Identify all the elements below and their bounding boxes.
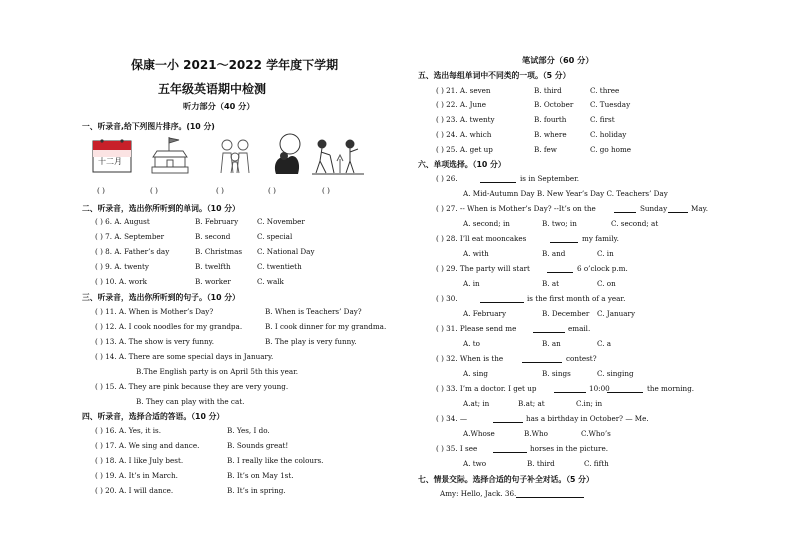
q32-option-c: C. singing [597, 369, 634, 378]
q33-option-b: B.at; at [518, 399, 545, 408]
q15-option-b: B. They can play with the cat. [136, 397, 245, 406]
q35-blank[interactable] [493, 452, 527, 453]
listening-heading: 听力部分（40 分） [183, 101, 255, 111]
q28-option-a: A. with [463, 249, 489, 258]
q34-option-c: C.Who’s [581, 429, 611, 438]
q23-option-b: B. fourth [534, 115, 567, 124]
calendar-label: 十二月 [98, 157, 122, 166]
q33-stem-mid: 10:00 [589, 384, 610, 393]
q10-option-a[interactable]: ( ) 10. A. work [95, 277, 147, 286]
dialogue-line-1: Amy: Hello, Jack. 36. [440, 489, 517, 498]
q25-option-a[interactable]: ( ) 25. A. get up [436, 145, 493, 154]
q36-blank[interactable] [516, 497, 584, 498]
q32-blank[interactable] [522, 362, 562, 363]
q24-option-c: C. holiday [590, 130, 627, 139]
moon-festival-picture [268, 132, 308, 176]
q21-option-b: B. third [534, 86, 562, 95]
picture-3-bracket[interactable]: ( ) [216, 186, 224, 195]
planting-trees-picture [310, 135, 366, 177]
school-title: 保康一小 2021～2022 学年度下学期 [131, 58, 339, 72]
q27-stem-mid: Sunday [640, 204, 668, 213]
q31-option-a: A. to [463, 339, 480, 348]
q8-option-b: B. Christmas [195, 247, 243, 256]
q27-stem-end: May. [691, 204, 709, 213]
q18-option-a[interactable]: ( ) 18. A. I like July best. [95, 456, 184, 465]
q14-option-b: B.The English party is on April 5th this year. [136, 367, 299, 376]
q17-option-a[interactable]: ( ) 17. A. We sing and dance. [95, 441, 200, 450]
q26-options: A. Mid-Autumn Day B. New Year’s Day C. Teachers’ Day [463, 189, 668, 198]
exam-title: 五年级英语期中检测 [158, 82, 267, 96]
q12-option-a[interactable]: ( ) 12. A. I cook noodles for my grandpa. [95, 322, 243, 331]
q25-option-b: B. few [534, 145, 557, 154]
q32-stem[interactable]: ( ) 32. When is the [436, 354, 504, 363]
q20-option-b: B. It’s in spring. [227, 486, 286, 495]
q23-option-a[interactable]: ( ) 23. A. twenty [436, 115, 495, 124]
q16-option-b: B. Yes, I do. [227, 426, 270, 435]
written-heading: 笔试部分（60 分） [522, 55, 594, 65]
q35-option-a: A. two [463, 459, 487, 468]
q27-blank-2[interactable] [668, 212, 688, 213]
q15-option-a[interactable]: ( ) 15. A. They are pink because they are very young. [95, 382, 289, 391]
q33-stem[interactable]: ( ) 33. I’m a doctor. I get up [436, 384, 537, 393]
q27-option-a: A. second; in [463, 219, 510, 228]
q31-stem[interactable]: ( ) 31. Please send me [436, 324, 517, 333]
calendar-picture [92, 138, 132, 173]
q28-stem-end: my family. [582, 234, 619, 243]
q26-blank[interactable] [480, 182, 516, 183]
q9-option-c: C. twentieth [257, 262, 302, 271]
q28-option-b: B. and [542, 249, 566, 258]
q13-option-b: B. The play is very funny. [265, 337, 357, 346]
q24-option-a[interactable]: ( ) 24. A. which [436, 130, 492, 139]
q28-stem[interactable]: ( ) 28. I’ll eat mooncakes [436, 234, 527, 243]
q31-option-b: B. an [542, 339, 561, 348]
q31-blank[interactable] [533, 332, 565, 333]
q24-option-b: B. where [534, 130, 567, 139]
q20-option-a[interactable]: ( ) 20. A. I will dance. [95, 486, 174, 495]
q30-blank[interactable] [480, 302, 524, 303]
q19-option-b: B. It’s on May 1st. [227, 471, 294, 480]
q6-option-c: C. November [257, 217, 305, 226]
q7-option-c: C. special [257, 232, 293, 241]
q21-option-c: C. three [590, 86, 620, 95]
q35-stem[interactable]: ( ) 35. I see [436, 444, 478, 453]
q31-option-c: C. a [597, 339, 612, 348]
q32-stem-end: contest? [566, 354, 597, 363]
picture-1-bracket[interactable]: ( ) [97, 186, 105, 195]
q34-blank[interactable] [493, 422, 523, 423]
q32-option-a: A. sing [463, 369, 488, 378]
q29-option-a: A. in [463, 279, 480, 288]
q22-option-b: B. October [534, 100, 574, 109]
q34-option-b: B.Who [524, 429, 548, 438]
q7-option-b: B. second [195, 232, 231, 241]
q34-stem-end: has a birthday in October? — Me. [526, 414, 649, 423]
q27-option-b: B. two; in [542, 219, 577, 228]
q7-option-a[interactable]: ( ) 7. A. September [95, 232, 165, 241]
q10-option-b: B. worker [195, 277, 231, 286]
q27-blank-1[interactable] [614, 212, 636, 213]
q16-option-a[interactable]: ( ) 16. A. Yes, it is. [95, 426, 162, 435]
section-7-title: 七、情景交际。选择合适的句子补全对话。（5 分） [418, 475, 594, 484]
q30-option-b: B. December [542, 309, 590, 318]
q35-stem-end: horses in the picture. [530, 444, 608, 453]
q12-option-b: B. I cook dinner for my grandma. [265, 322, 387, 331]
q8-option-c: C. National Day [257, 247, 315, 256]
q9-option-a[interactable]: ( ) 9. A. twenty [95, 262, 149, 271]
q30-stem[interactable]: ( ) 30. [436, 294, 458, 303]
q33-blank-1[interactable] [554, 392, 586, 393]
section-6-title: 六、单项选择。（10 分） [418, 160, 506, 169]
q27-option-c: C. second; at [611, 219, 659, 228]
q23-option-c: C. first [590, 115, 615, 124]
q9-option-b: B. twelfth [195, 262, 231, 271]
q11-option-b: B. When is Teachers’ Day? [265, 307, 362, 316]
section-5-title: 五、选出每组单词中不同类的一项。（5 分） [418, 71, 571, 80]
q33-option-a: A.at; in [463, 399, 490, 408]
q21-option-a[interactable]: ( ) 21. A. seven [436, 86, 491, 95]
q6-option-b: B. February [195, 217, 239, 226]
q35-option-b: B. third [527, 459, 555, 468]
q10-option-c: C. walk [257, 277, 284, 286]
section-2-title: 二、听录音，选出你所听到的单词。（10 分） [82, 204, 240, 213]
q29-option-b: B. at [542, 279, 560, 288]
q34-option-a: A.Whose [463, 429, 495, 438]
q34-stem[interactable]: ( ) 34. — [436, 414, 468, 423]
q17-option-b: B. Sounds great! [227, 441, 289, 450]
q11-option-a[interactable]: ( ) 11. A. When is Mother’s Day? [95, 307, 214, 316]
q33-option-c: C.in; in [576, 399, 603, 408]
q29-blank[interactable] [547, 272, 573, 273]
q29-stem[interactable]: ( ) 29. The party will start [436, 264, 530, 273]
q19-option-a[interactable]: ( ) 19. A. It’s in March. [95, 471, 178, 480]
q33-blank-2[interactable] [607, 392, 643, 393]
q22-option-a[interactable]: ( ) 22. A. June [436, 100, 487, 109]
q31-stem-end: email. [568, 324, 591, 333]
q27-stem[interactable]: ( ) 27. -- When is Mother’s Day? --It’s on the [436, 204, 596, 213]
q22-option-c: C. Tuesday [590, 100, 631, 109]
q29-option-c: C. on [597, 279, 616, 288]
tiananmen-picture [149, 135, 191, 175]
q35-option-c: C. fifth [584, 459, 609, 468]
q26-stem-end: is in September. [520, 174, 580, 183]
family-picture [215, 137, 257, 175]
q26-stem[interactable]: ( ) 26. [436, 174, 458, 183]
q8-option-a[interactable]: ( ) 8. A. Father’s day [95, 247, 170, 256]
q14-option-a[interactable]: ( ) 14. A. There are some special days in January. [95, 352, 274, 361]
q30-option-c: C. January [597, 309, 636, 318]
section-1-title: 一、听录音,给下列图片排序。(10 分) [82, 122, 215, 131]
q30-option-a: A. February [463, 309, 507, 318]
q30-stem-end: is the first month of a year. [527, 294, 626, 303]
section-3-title: 三、听录音，选出你所听到的句子。（10 分） [82, 293, 240, 302]
q18-option-b: B. I really like the colours. [227, 456, 324, 465]
q29-stem-end: 6 o’clock p.m. [577, 264, 628, 273]
section-4-title: 四、听录音，选择合适的答语。（10 分） [82, 412, 225, 421]
picture-4-bracket[interactable]: ( ) [268, 186, 276, 195]
q6-option-a[interactable]: ( ) 6. A. August [95, 217, 150, 226]
q32-option-b: B. sings [542, 369, 571, 378]
q28-option-c: C. in [597, 249, 614, 258]
picture-2-bracket[interactable]: ( ) [150, 186, 158, 195]
picture-5-bracket[interactable]: ( ) [322, 186, 330, 195]
q25-option-c: C. go home [590, 145, 632, 154]
q13-option-a[interactable]: ( ) 13. A. The show is very funny. [95, 337, 214, 346]
q28-blank[interactable] [550, 242, 578, 243]
q33-stem-end: the morning. [647, 384, 695, 393]
